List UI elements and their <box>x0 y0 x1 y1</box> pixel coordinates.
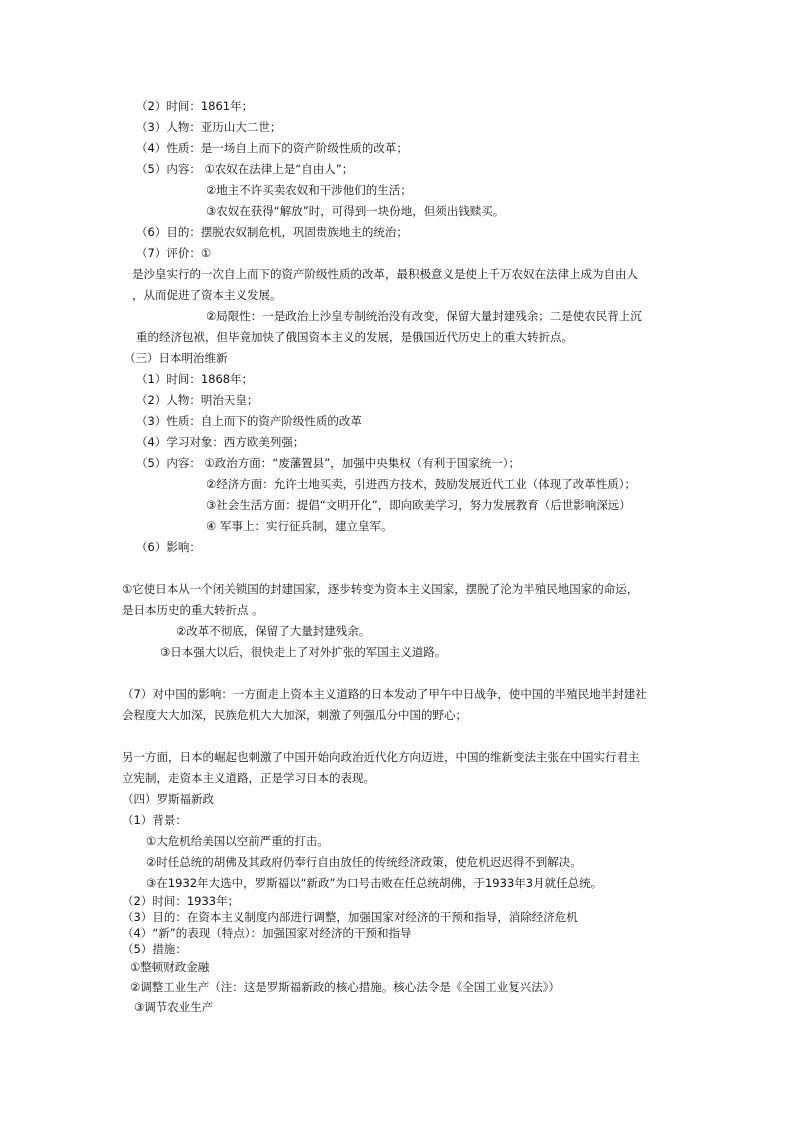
text-line: 是日本历史的重大转折点 。 <box>122 603 264 617</box>
text-line: （3）性质：自上而下的资产阶级性质的改革 <box>136 414 362 428</box>
text-line: 重的经济包袱，但毕竟加快了俄国资本主义的发展，是俄国近代历史上的重大转折点。 <box>136 330 573 344</box>
text-line: ①大危机给美国以空前严重的打击。 <box>146 834 329 848</box>
text-line: （4）学习对象：西方欧美列强； <box>136 435 305 449</box>
text-line: ③农奴在获得“解放”时，可得到一块份地，但须出钱赎买。 <box>206 204 505 218</box>
text-line: ②地主不许买卖农奴和干涉他们的生活； <box>206 183 412 197</box>
text-line: 会程度大大加深，民族危机大大加深，刺激了列强瓜分中国的野心； <box>122 708 467 722</box>
text-line: （2）人物：明治天皇； <box>136 393 259 407</box>
text-line: （7）评价：① <box>136 246 212 260</box>
text-line: 是沙皇实行的一次自上而下的资产阶级性质的改革，最积极意义是使上千万农奴在法律上成为自由人 <box>132 267 638 281</box>
text-line: 立宪制，走资本主义道路，正是学习日本的表现。 <box>122 771 375 785</box>
text-line: （3）目的：在资本主义制度内部进行调整，加强国家对经济的干预和指导，消除经济危机 <box>122 910 578 924</box>
text-line: ③社会生活方面：提倡“文明开化”，即向欧美学习，努力发展教育（后世影响深远） <box>206 498 631 512</box>
text-line: ②改革不彻底，保留了大量封建残余。 <box>176 624 371 638</box>
text-line: ③日本强大以后，很快走上了对外扩张的军国主义道路。 <box>160 645 447 659</box>
text-line: （4）“新”的表现（特点）：加强国家对经济的干预和指导 <box>122 926 412 940</box>
text-line: （6）影响： <box>136 540 201 554</box>
text-line: ②时任总统的胡佛及其政府仍奉行自由放任的传统经济政策，使危机迟迟得不到解决。 <box>146 855 582 869</box>
text-line: ①整顿财政金融 <box>130 960 210 974</box>
text-line: （7）对中国的影响：一方面走上资本主义道路的日本发动了甲午中日战争，使中国的半殖民地半封建社 <box>122 687 647 701</box>
text-line: （3）人物：亚历山大二世； <box>136 120 282 134</box>
text-line: （4）性质：是一场自上而下的资产阶级性质的改革； <box>136 141 408 155</box>
text-line: （1）时间：1868年； <box>136 372 254 386</box>
text-line: ②局限性：一是政治上沙皇专制统治没有改变，保留大量封建残余；二是使农民背上沉 <box>206 309 642 323</box>
text-line: （5）措施： <box>122 942 187 956</box>
text-line: ④ 军事上：实行征兵制，建立皇军。 <box>206 519 393 533</box>
text-line: 另一方面，日本的崛起也刺激了中国开始向政治近代化方向迈进，中国的维新变法主张在中国实行君主 <box>122 750 640 764</box>
text-line: ③调节农业生产 <box>134 1000 214 1014</box>
text-line: （5）内容： ①政治方面：“废藩置县”，加强中央集权（有利于国家统一）； <box>136 456 520 470</box>
text-line: ，从而促进了资本主义发展。 <box>132 288 282 302</box>
text-line: ③在1932年大选中，罗斯福以“新政”为口号击败在任总统胡佛，于1933年3月就任总统。 <box>146 876 603 890</box>
section-heading: （三）日本明治维新 <box>124 351 228 365</box>
section-heading: （四）罗斯福新政 <box>122 792 214 806</box>
text-line: （2）时间：1861年； <box>136 99 254 113</box>
text-line: ②调整工业生产（注：这是罗斯福新政的核心措施。核心法令是《全国工业复兴法》） <box>130 980 561 994</box>
text-line: （1）背景： <box>122 813 187 827</box>
text-line: ②经济方面：允许土地买卖，引进西方技术，鼓励发展近代工业（体现了改革性质）； <box>206 477 637 491</box>
text-line: ①它使日本从一个闭关锁国的封建国家，逐步转变为资本主义国家，摆脱了沦为半殖民地国家的命运， <box>122 582 639 596</box>
text-line: （5）内容： ①农奴在法律上是“自由人”； <box>136 162 354 176</box>
text-line: （6）目的：摆脱农奴制危机，巩固贵族地主的统治； <box>136 225 408 239</box>
text-line: （2）时间：1933年； <box>122 894 240 908</box>
